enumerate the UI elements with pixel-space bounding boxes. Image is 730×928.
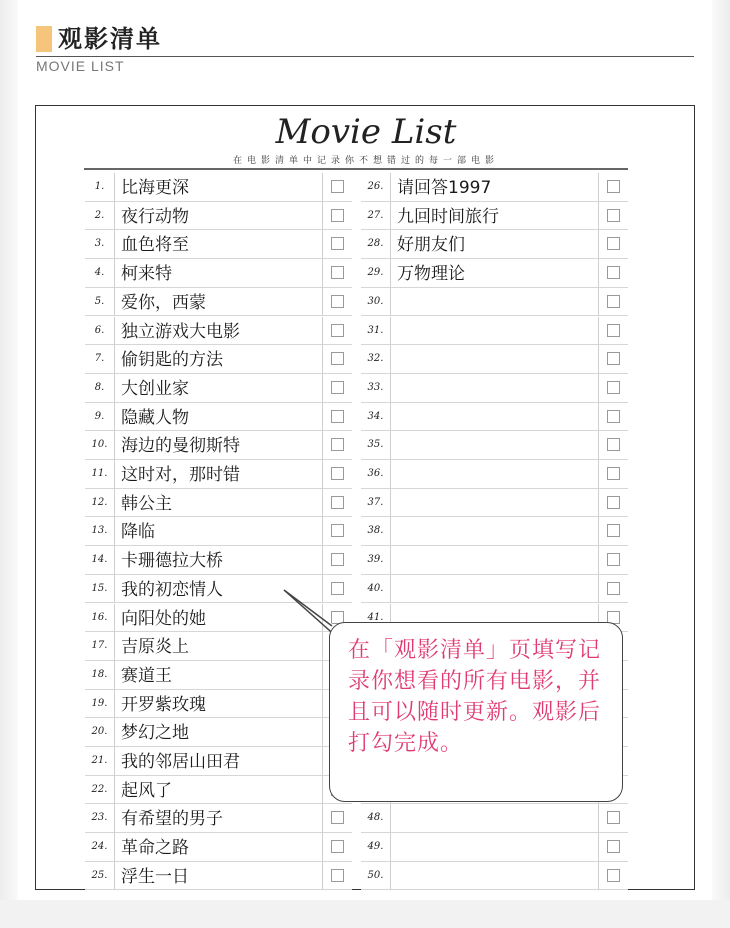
callout-text: 在「观影清单」页填写记录你想看的所有电影，并且可以随时更新。观影后打勾完成。 [348,638,602,756]
watched-checkbox[interactable] [607,410,620,423]
movie-title[interactable]: 大创业家 [121,378,189,399]
watched-checkbox[interactable] [607,496,620,509]
list-row [85,862,352,891]
movie-title[interactable]: 好朋友们 [397,235,465,256]
movie-title[interactable]: 卡珊德拉大桥 [121,551,223,572]
list-row [85,517,352,546]
checkbox-cell [598,345,628,374]
checkbox-cell [322,317,352,346]
header-accent-block [36,26,52,52]
list-row [85,833,352,862]
row-number: 14. [85,546,115,575]
checkbox-cell [322,374,352,403]
movie-title[interactable]: 这时对，那时错 [121,465,240,485]
list-row [85,345,352,374]
list-row [361,288,628,317]
checkbox-cell [598,173,628,202]
checkbox-cell [598,804,628,833]
row-number: 48. [361,804,391,833]
checkbox-cell [598,374,628,403]
watched-checkbox[interactable] [607,237,620,250]
movie-title[interactable]: 夜行动物 [121,206,189,227]
checkbox-cell [598,833,628,862]
movie-title[interactable]: 起风了 [121,780,172,801]
left-page-shadow [0,0,18,928]
watched-checkbox[interactable] [607,582,620,595]
list-row [361,517,628,546]
list-row [85,546,352,575]
checkbox-cell [598,202,628,231]
checkbox-cell [598,460,628,489]
movie-title[interactable]: 向阳处的她 [121,608,206,629]
watched-checkbox[interactable] [331,295,344,308]
checkbox-cell [598,288,628,317]
checkbox-cell [322,517,352,546]
watched-checkbox[interactable] [607,324,620,337]
row-number: 29. [361,259,391,288]
row-number: 30. [361,288,391,317]
watched-checkbox[interactable] [607,352,620,365]
row-number: 8. [85,374,115,403]
movie-title[interactable]: 赛道王 [121,665,172,686]
movie-title[interactable]: 比海更深 [121,178,189,198]
checkbox-cell [322,833,352,862]
movie-title[interactable]: 浮生一日 [121,866,189,887]
movie-title[interactable]: 爱你，西蒙 [121,292,206,313]
watched-checkbox[interactable] [607,295,620,308]
list-row [85,690,352,719]
watched-checkbox[interactable] [331,840,344,853]
planner-subtitle: 在电影清单中记录你不想错过的每一部电影 [232,156,499,166]
row-number: 17. [85,632,115,661]
checkbox-cell [322,288,352,317]
watched-checkbox[interactable] [331,381,344,394]
row-number: 6. [85,317,115,346]
row-number: 20. [85,718,115,747]
list-row [361,575,628,604]
checkbox-cell [322,173,352,202]
checkbox-cell [322,431,352,460]
watched-checkbox[interactable] [331,410,344,423]
row-number: 10. [85,431,115,460]
checkbox-cell [322,403,352,432]
watched-checkbox[interactable] [331,869,344,882]
movie-title[interactable]: 降临 [121,522,155,543]
watched-checkbox[interactable] [331,237,344,250]
watched-checkbox[interactable] [607,180,620,193]
watched-checkbox[interactable] [331,266,344,279]
row-number: 37. [361,489,391,518]
checkbox-cell [322,546,352,575]
movie-title[interactable]: 万物理论 [397,264,465,285]
row-number: 16. [85,604,115,633]
row-number: 50. [361,862,391,891]
checkbox-cell [322,489,352,518]
row-number: 3. [85,230,115,259]
movie-title[interactable]: 偷钥匙的方法 [121,350,223,371]
list-row [85,460,352,489]
checkbox-cell [598,259,628,288]
movie-title[interactable]: 海边的曼彻斯特 [121,436,240,457]
checkbox-cell [598,575,628,604]
row-number: 5. [85,288,115,317]
checkbox-cell [598,317,628,346]
checkbox-cell [598,489,628,518]
watched-checkbox[interactable] [607,467,620,480]
watched-checkbox[interactable] [331,438,344,451]
list-row [361,317,628,346]
movie-title[interactable]: 柯来特 [121,264,172,285]
row-number: 15. [85,575,115,604]
list-row [85,259,352,288]
movie-title[interactable]: 独立游戏大电影 [121,321,240,342]
list-row [85,431,352,460]
bottom-band [0,900,730,928]
row-number: 35. [361,431,391,460]
checkbox-cell [598,546,628,575]
movie-title[interactable]: 我的初恋情人 [121,579,223,600]
checkbox-cell [322,804,352,833]
watched-checkbox[interactable] [331,209,344,222]
checkbox-cell [598,431,628,460]
list-row [361,173,628,202]
row-number: 34. [361,403,391,432]
row-number: 2. [85,202,115,231]
checkbox-cell [598,517,628,546]
list-row [85,317,352,346]
watched-checkbox[interactable] [331,467,344,480]
row-number: 26. [361,173,391,202]
row-number: 36. [361,460,391,489]
row-number: 12. [85,489,115,518]
list-row [85,288,352,317]
list-row [361,460,628,489]
list-row [361,259,628,288]
header-divider [36,56,694,57]
row-number: 41. [361,604,391,633]
movie-title[interactable]: 吉原炎上 [121,637,189,658]
watched-checkbox[interactable] [607,840,620,853]
callout-bubble [329,622,623,802]
row-number: 31. [361,317,391,346]
movie-title[interactable]: 请回答1997 [397,178,492,198]
planner-title: Movie List [275,112,457,152]
watched-checkbox[interactable] [607,266,620,279]
row-number: 22. [85,776,115,805]
watched-checkbox[interactable] [331,496,344,509]
row-number: 38. [361,517,391,546]
list-row [361,345,628,374]
list-row [361,403,628,432]
list-row [361,546,628,575]
watched-checkbox[interactable] [331,553,344,566]
row-number: 28. [361,230,391,259]
movie-title[interactable]: 有希望的男子 [121,809,223,830]
checkbox-cell [322,345,352,374]
list-row [361,862,628,891]
row-number: 7. [85,345,115,374]
list-row [361,374,628,403]
section-subtitle: MOVIE LIST [36,58,125,74]
list-row [85,173,352,202]
row-number: 21. [85,747,115,776]
watched-checkbox[interactable] [331,352,344,365]
watched-checkbox[interactable] [331,811,344,824]
row-number: 23. [85,804,115,833]
list-row [361,804,628,833]
movie-list-left-column [85,173,352,890]
movie-title[interactable]: 梦幻之地 [121,723,189,744]
list-row [85,489,352,518]
row-number: 33. [361,374,391,403]
list-row [85,661,352,690]
row-number: 9. [85,403,115,432]
movie-title[interactable]: 革命之路 [121,838,189,859]
row-number: 19. [85,690,115,719]
list-row [361,489,628,518]
checkbox-cell [598,403,628,432]
checkbox-cell [598,862,628,891]
row-number: 25. [85,862,115,891]
movie-title[interactable]: 韩公主 [121,493,172,514]
watched-checkbox[interactable] [607,209,620,222]
watched-checkbox[interactable] [331,180,344,193]
watched-checkbox[interactable] [607,524,620,537]
list-row [85,403,352,432]
watched-checkbox[interactable] [331,324,344,337]
movie-title[interactable]: 开罗紫玫瑰 [121,694,206,715]
row-number: 1. [85,173,115,202]
watched-checkbox[interactable] [331,524,344,537]
watched-checkbox[interactable] [607,811,620,824]
row-number: 27. [361,202,391,231]
movie-title[interactable]: 九回时间旅行 [397,206,499,227]
watched-checkbox[interactable] [607,438,620,451]
list-row [85,804,352,833]
row-number: 13. [85,517,115,546]
planner-title-rule [84,168,628,170]
list-row [361,230,628,259]
row-number: 32. [361,345,391,374]
checkbox-cell [322,460,352,489]
row-number: 39. [361,546,391,575]
row-number: 11. [85,460,115,489]
list-row [85,230,352,259]
list-row [361,833,628,862]
checkbox-cell [322,202,352,231]
list-row [85,776,352,805]
section-title: 观影清单 [58,25,162,53]
checkbox-cell [322,259,352,288]
list-row [361,431,628,460]
row-number: 40. [361,575,391,604]
list-row [361,202,628,231]
watched-checkbox[interactable] [607,553,620,566]
checkbox-cell [598,230,628,259]
movie-title[interactable]: 血色将至 [121,235,189,256]
row-number: 18. [85,661,115,690]
right-page-shadow [712,0,730,928]
checkbox-cell [322,230,352,259]
row-number: 24. [85,833,115,862]
checkbox-cell [322,862,352,891]
list-row [85,718,352,747]
watched-checkbox[interactable] [607,381,620,394]
movie-title[interactable]: 我的邻居山田君 [121,752,240,772]
watched-checkbox[interactable] [607,869,620,882]
list-row [85,374,352,403]
row-number: 4. [85,259,115,288]
movie-title[interactable]: 隐藏人物 [121,407,189,428]
list-row [85,202,352,231]
row-number: 49. [361,833,391,862]
list-row [85,747,352,776]
